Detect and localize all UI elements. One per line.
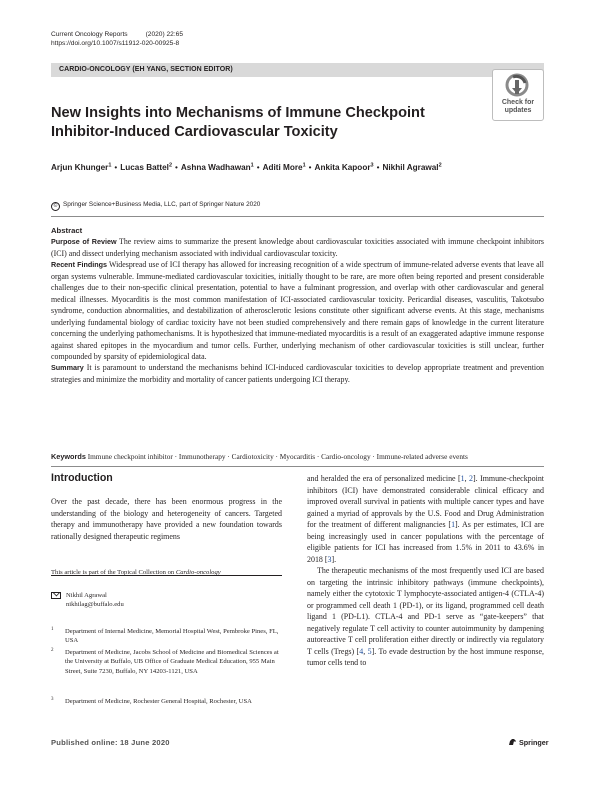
section-band	[51, 63, 544, 77]
citation-link[interactable]: 5	[367, 646, 372, 656]
abstract	[51, 225, 544, 385]
check-for-updates-badge[interactable]	[492, 69, 544, 121]
citation-link[interactable]: 1	[451, 520, 456, 529]
affiliation: 1 Department of Internal Medicine, Memorial Hospital West, Pembroke Pines, FL, USA	[51, 627, 279, 645]
copyright-icon: ©	[51, 202, 60, 211]
citation-link[interactable]: 4	[359, 646, 364, 656]
author[interactable]: Nikhil Agrawal$^2$	[382, 162, 442, 172]
citation-link[interactable]: 3	[327, 554, 332, 564]
check-updates-icon	[505, 73, 529, 97]
journal-header	[51, 31, 183, 48]
keywords: Keywords Immune checkpoint inhibitor · Immunotherapy · Cardiotoxicity · Myocarditis · Cardio-oncology · Immune-related adverse events	[51, 452, 468, 461]
author[interactable]: Aditi More$^1$	[262, 162, 306, 172]
author[interactable]: Ashna Wadhawan$^1$	[180, 162, 254, 172]
paragraph: and heralded the era of personalized medicine [1, 2]. Immune-checkpoint inhibitors (ICI) have demonstrated considerable clinical efficacy and improved overall survival in patients with multiple cancer types and have gained a myriad of approvals by the U.S. Food and Drug Administration for the treatment of different malignancies [1]. As per estimates, ICI are being increasingly used in cancer populations with the percentage of eligible patients for ICI has increased from 1.5% in 2011 to 43.6% in 2018 [3].	[307, 474, 544, 564]
divider	[51, 216, 544, 217]
volume-info: (2020) 22:65	[145, 31, 184, 38]
corresponding-author	[51, 591, 282, 610]
doi-link[interactable]: https://doi.org/10.1007/s11912-020-00925-8	[51, 39, 180, 47]
abstract-findings: Recent Findings Widespread use of ICI therapy has allowed for increasing recognition of a wide spectrum of immune-related adverse events that leave all organ systems vulnerable. Immune-mediated cardiovascular toxicities, initially thought to be rare, are more often being reported and present considerable challenges due to their non-specific clinical presentation, potential to have a fulminant progression, and overlap with other cardiovascular and general medical illnesses. Myocarditis is the most common manifestation of ICI-associated cardiovascular toxicity. Pericardial diseases, vasculitis, Takotsubo syndrome, conduction abnormalities, and destabilization of atherosclerotic lesions constitute other significant adverse events. At this stage, mechanisms underlying fundamental biology of cardiac toxicity have not been studied comprehensively and there remain gaps of knowledge in the current literature concerning the underlying pathomechanisms. It is hypothesized that immune-mediated myocarditis is a result of an exaggerated adaptive immune response against shared epitopes in the myocardium and tumor cells. Further, underlying mechanism of other cardiovascular toxicities is still unclear, further compounded by sparsity of epidemiological data.	[51, 260, 544, 361]
author-list: Arjun Khunger$^1$ • Lucas Battel$^2$ • Ashna Wadhawan$^1$ • Aditi More$^1$ • Ankita Kapoor$^3$ • Nikhil Agrawal$^2$	[51, 162, 442, 172]
abstract-summary: Summary It is paramount to understand the mechanisms behind ICI-induced cardiovascular toxicities to develop appropriate treatment and prevention strategies and minimize the morbidity and mortality of cancer patients undergoing ICI therapy.	[51, 363, 544, 384]
article-title: New Insights into Mechanisms of Immune Checkpoint Inhibitor-Induced Cardiovascular Toxicity	[51, 105, 425, 140]
publisher-logo: Springer	[508, 738, 549, 747]
introduction-heading: Introduction	[51, 472, 113, 484]
paragraph: The therapeutic mechanisms of the most frequently used ICI are based on targeting the intrinsic inhibitory pathways (immune checkpoints), namely either the cytotoxic T lymphocyte-associated antigen-4 (CTLA-4) or programmed cell death 1 (PD-1), or its ligand, programmed cell death ligand 1 (PD-L1). CTLA-4 and PD-1 serve as “gate-keepers” that negatively regulate T cell activity to counter autoimmunity by dampening autoreactive T cell proliferation either directly or indirectly via regulatory T cells (Tregs) [4, 5]. To evade destruction by the host immune response, tumor cells tend to	[307, 566, 545, 667]
contact-email[interactable]: nikhilag@buffalo.edu	[66, 601, 124, 609]
affiliation: 2 Department of Medicine, Jacobs School of Medicine and Biomedical Sciences at the University at Buffalo, UB Office of Graduate Medical Education, 955 Main Street, Suite 7230, Buffalo, NY 14203-1121, USA	[51, 648, 279, 675]
badge-line-1: Check for	[501, 99, 535, 106]
published-date: Published online: 18 June 2020	[51, 738, 170, 747]
author[interactable]: Ankita Kapoor$^3$	[314, 162, 374, 172]
paragraph: Over the past decade, there has been enormous progress in the understanding of the biology and heterogeneity of cancers. Targeted therapy and immunotherapy have provided a new foundation towards rationally designed therapeutic regimens	[51, 497, 282, 541]
citation-link[interactable]: 1	[460, 474, 465, 483]
citation-link[interactable]: 2	[469, 474, 474, 483]
section-label: CARDIO-ONCOLOGY (EH YANG, SECTION EDITOR)	[59, 66, 233, 73]
collection-topic-link[interactable]: Cardio-oncology	[175, 569, 221, 576]
intro-left-column	[51, 496, 282, 542]
abstract-purpose: Purpose of Review The review aims to summarize the present knowledge about cardiovascular toxicities associated with immune checkpoint inhibitors (ICI) and dissect underlying mechanism associated with individual cardiovascular toxicity.	[51, 237, 544, 258]
author[interactable]: Arjun Khunger$^1$	[51, 162, 112, 172]
author[interactable]: Lucas Battel$^2$	[120, 162, 172, 172]
divider	[51, 466, 544, 467]
springer-horse-icon	[508, 738, 517, 746]
collection-note: This article is part of the Topical Collection on Cardio-oncology	[51, 569, 221, 576]
copyright-line: © Springer Science+Business Media, LLC, part of Springer Nature 2020	[51, 201, 260, 211]
intro-right-column	[307, 473, 544, 669]
contact-name: Nikhil Agrawal	[66, 592, 107, 599]
envelope-icon	[51, 592, 61, 599]
abstract-heading: Abstract	[51, 226, 83, 235]
journal-name: Current Oncology Reports	[51, 31, 128, 38]
badge-line-2: updates	[504, 107, 532, 114]
affiliation: 3 Department of Medicine, Rochester General Hospital, Rochester, USA	[51, 697, 252, 705]
